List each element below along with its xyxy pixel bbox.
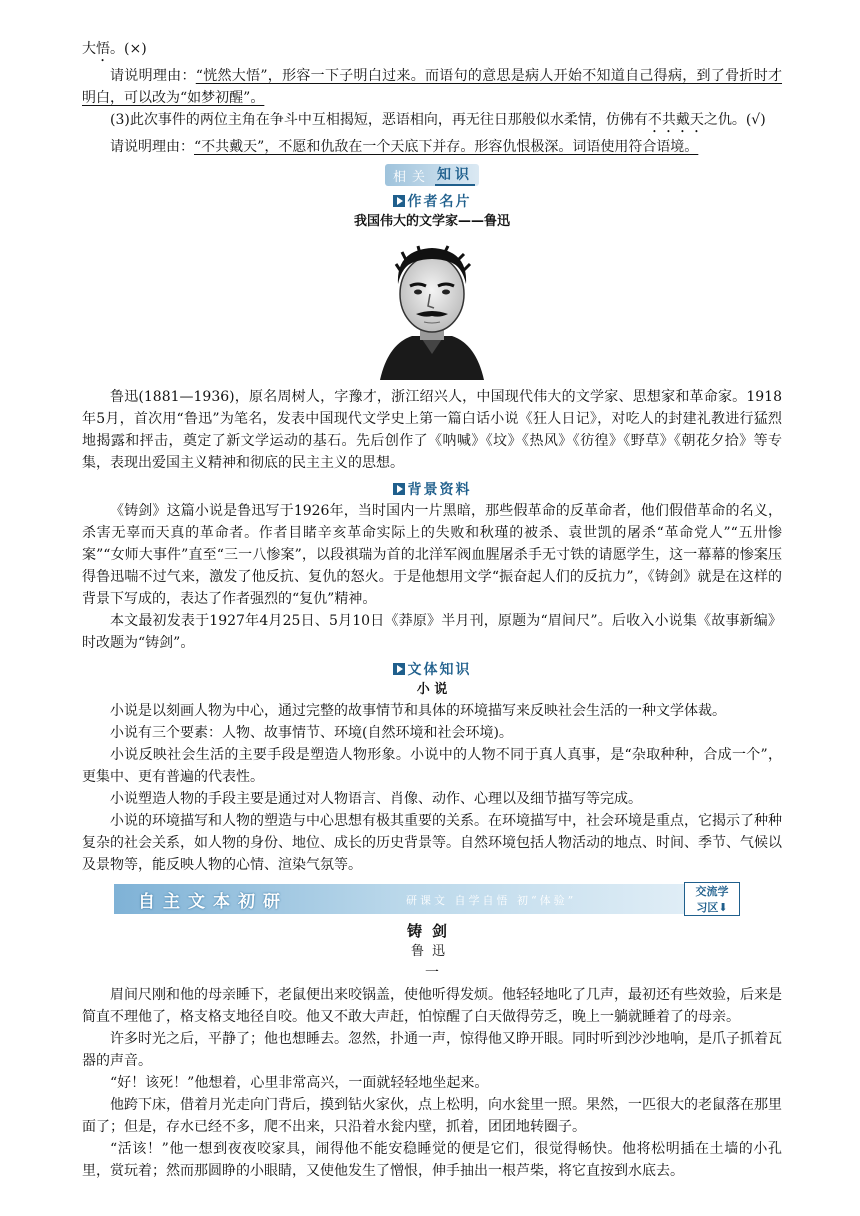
ribbon-title: 自主文本初研 bbox=[138, 892, 288, 912]
background-paragraph: 本文最初发表于1927年4月25日、5月10日《莽原》半月刊，原题为“眉间尺”。后收入小说集《故事新编》时改题为“铸剑”。 bbox=[82, 613, 782, 651]
q3-reason-text: “不共戴天”，不愿和仇敌在一个天底下并存。形容仇恨极深。词语使用符合语境。 bbox=[194, 139, 699, 155]
story-paragraph: 许多时光之后，平静了；他也想睡去。忽然，扑通一声，惊得他又睁开眼。同时听到沙沙地响，是爪子抓着瓦器的声音。 bbox=[82, 1031, 782, 1069]
author-subtitle: 我国伟大的文学家——鲁迅 bbox=[353, 214, 510, 229]
banner-part1: 相关 bbox=[392, 169, 431, 185]
author-bio: 鲁迅(1881—1936)，原名周树人，字豫才，浙江绍兴人，中国现代伟大的文学家、思想家和革命家。1918年5月，首次用“鲁迅”为笔名，发表中国现代文学史上第一篇白话小说《狂人日记》，对吃人的封建礼教进行猛烈地揭露和抨击，奠定了新文学运动的基石。先后创作了《呐喊》《坟》《热风》《彷徨》《野草》《朝花夕拾》等专集，表现出爱国主义精神和彻底的民主主义的思想。 bbox=[82, 389, 782, 471]
author-card-heading: 作者名片 bbox=[82, 190, 782, 212]
author-portrait bbox=[370, 236, 494, 380]
story-title: 铸剑 bbox=[406, 922, 457, 940]
genre-paragraph: 小说反映社会生活的主要手段是塑造人物形象。小说中的人物不同于真人真事，是“杂取种种，合成一个”，更集中、更有普遍的代表性。 bbox=[82, 747, 782, 785]
genre-paragraph: 小说塑造人物的手段主要是通过对人物语言、肖像、动作、心理以及细节描写等完成。 bbox=[110, 791, 642, 807]
q2-answer-line: 大悟。(×) bbox=[82, 41, 147, 57]
dotted-word: 悟 bbox=[96, 41, 110, 57]
q2-reason: 请说明理由：“恍然大悟”，形容一下子明白过来。而语句的意思是病人开始不知道自己得病，到了骨折时才明白，可以改为“如梦初醒”。 bbox=[82, 68, 783, 106]
genre-paragraph: 小说的环境描写和人物的塑造与中心思想有极其重要的关系。在环境描写中，社会环境是重点，它揭示了种种复杂的社会关系，如人物的身份、地位、成长的历史背景等。自然环境包括人物活动的地点、时间、季节、气候以及景物等，能反映人物的心情、渲染气氛等。 bbox=[82, 813, 782, 873]
story-paragraph: 眉间尺刚和他的母亲睡下，老鼠便出来咬锅盖，使他听得发烦。他轻轻地叱了几声，最初还有些效验，后来是简直不理他了，格支格支地径自咬。他又不敢大声赶，怕惊醒了白天做得劳乏，晚上一躺就睡着了的母亲。 bbox=[82, 987, 782, 1025]
dotted-word: 不共戴天 bbox=[647, 112, 704, 128]
play-arrow-icon bbox=[393, 195, 405, 207]
genre-heading: 文体知识 bbox=[82, 658, 782, 680]
story-chapter: 一 bbox=[425, 965, 439, 981]
story-paragraph: 他跨下床，借着月光走向门背后，摸到钻火家伙，点上松明，向水瓮里一照。果然，一匹很大的老鼠落在那里面了；但是，存水已经不多，爬不出来，只沿着水瓮内壁，抓着，团团地转圈子。 bbox=[82, 1097, 782, 1135]
exchange-area-button[interactable]: 交流学 习区⬇ bbox=[684, 882, 740, 916]
self-study-ribbon bbox=[114, 884, 734, 914]
genre-paragraph: 小说有三个要素：人物、故事情节、环境(自然环境和社会环境)。 bbox=[110, 725, 513, 741]
background-paragraph: 《铸剑》这篇小说是鲁迅写于1926年，当时国内一片黑暗，那些假革命的反革命者，他们假借革命的名义，杀害无辜而天真的革命者。作者目睹辛亥革命实际上的失败和秋瑾的被杀、袁世凯的屠杀“革命党人”“五卅惨案”“女师大事件”直至“三一八惨案”，以段祺瑞为首的北洋军阀血腥屠杀手无寸铁的请愿学生，这一幕幕的惨案压得鲁迅喘不过气来，激发了他反抗、复仇的怒火。于是他想用文学“振奋起人们的反抗力”，《铸剑》就是在这样的背景下写成的，表达了作者强烈的“复仇”精神。 bbox=[82, 503, 782, 607]
q3-reason: 请说明理由：“不共戴天”，不愿和仇敌在一个天底下并存。形容仇恨极深。词语使用符合语境。 bbox=[110, 139, 699, 155]
related-knowledge-banner bbox=[82, 164, 782, 186]
play-arrow-icon bbox=[393, 663, 405, 675]
ribbon-subtitle: 研课文 自学自悟 初“体验” bbox=[406, 894, 577, 907]
story-author: 鲁迅 bbox=[410, 944, 453, 959]
genre-subheading: 小 说 bbox=[416, 682, 448, 697]
q3-question: (3)此次事件的两位主角在争斗中互相揭短，恶语相向，再无往日那般似水柔情，仿佛有不共戴天之仇。(√) bbox=[110, 112, 766, 128]
background-heading: 背景资料 bbox=[82, 478, 782, 500]
genre-paragraph: 小说是以刻画人物为中心，通过完整的故事情节和具体的环境描写来反映社会生活的一种文学体裁。 bbox=[110, 703, 726, 719]
page-content bbox=[82, 38, 782, 1182]
story-paragraph: “好！该死！”他想着，心里非常高兴，一面就轻轻地坐起来。 bbox=[110, 1075, 489, 1091]
banner-part2: 知识 bbox=[435, 164, 475, 186]
q2-reason-text: “恍然大悟”，形容一下子明白过来。而语句的意思是病人开始不知道自己得病，到了骨折时才明白，可以改为“如梦初醒”。 bbox=[82, 68, 783, 106]
play-arrow-icon bbox=[393, 483, 405, 495]
story-paragraph: “活该！”他一想到夜夜咬家具，闹得他不能安稳睡觉的便是它们，很觉得畅快。他将松明插在土墙的小孔里，赏玩着；然而那圆睁的小眼睛，又使他发生了憎恨，伸手抽出一根芦柴，将它直按到水底去。 bbox=[82, 1141, 782, 1179]
